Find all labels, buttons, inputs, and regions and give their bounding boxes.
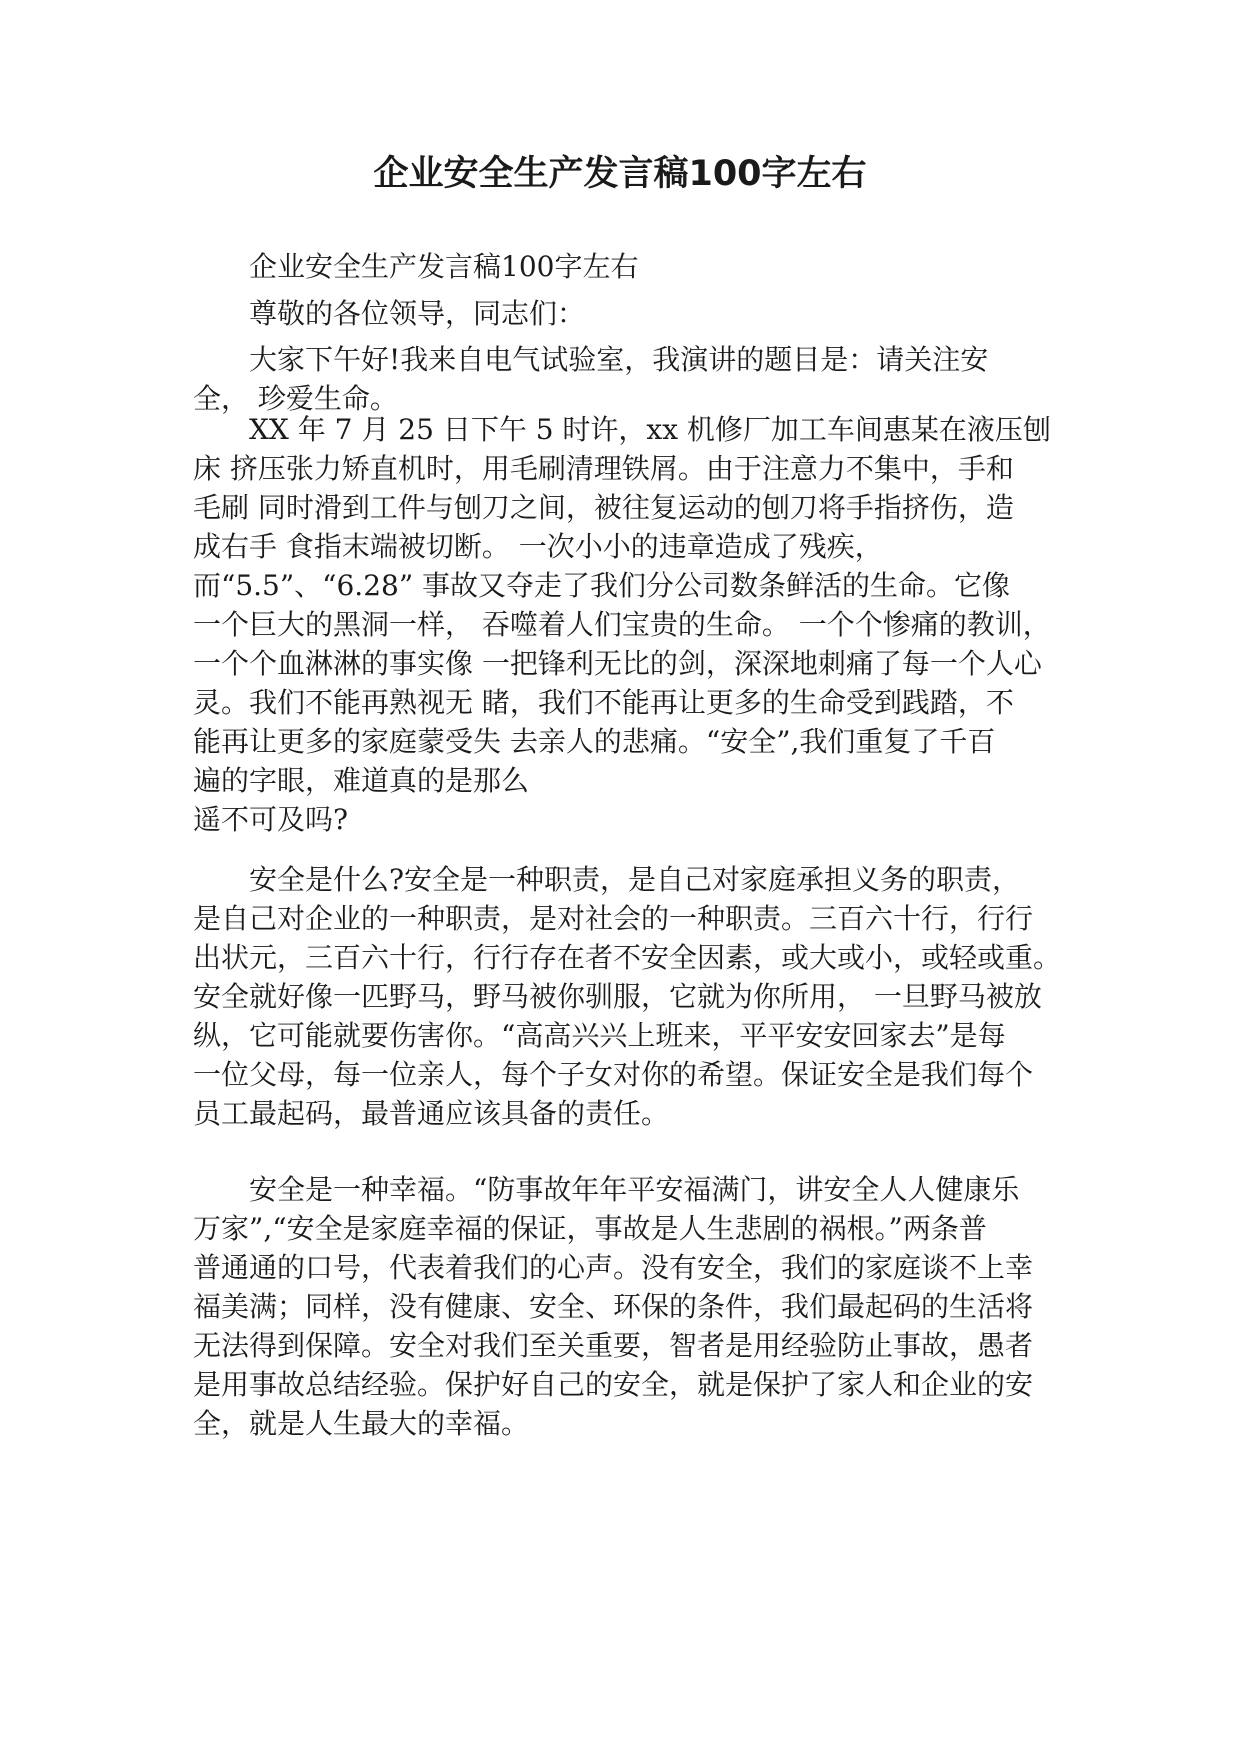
paragraph-line: 一个个血淋淋的事实像 一把锋利无比的剑，深深地刺痛了每一个人心	[193, 647, 1042, 680]
paragraph-line: 成右手 食指末端被切断。 一次小小的违章造成了残疾，	[193, 530, 883, 563]
paragraph-line: 遥不可及吗?	[193, 803, 349, 836]
paragraph-line: 是用事故总结经验。保护好自己的安全，就是保护了家人和企业的安	[193, 1368, 1034, 1401]
paragraph-line: 床 挤压张力矫直机时，用毛刷清理铁屑。由于注意力不集中，手和	[193, 452, 1014, 485]
paragraph-line: 万家”,“安全是家庭幸福的保证，事故是人生悲剧的祸根。”两条普	[193, 1212, 987, 1245]
paragraph-line: 安全是一种幸福。“防事故年年平安福满门，讲安全人人健康乐	[249, 1173, 1020, 1206]
paragraph-line: 大家下午好!我来自电气试验室，我演讲的题目是：请关注安	[249, 343, 989, 376]
paragraph-line: 员工最起码，最普通应该具备的责任。	[193, 1097, 670, 1130]
paragraph-1	[193, 340, 1073, 418]
paragraph-line: 纵，它可能就要伤害你。“高高兴兴上班来，平平安安回家去”是每	[193, 1019, 1006, 1052]
paragraph-line: 灵。我们不能再熟视无 睹，我们不能再让更多的生命受到践踏，不	[193, 686, 1014, 719]
paragraph-line: 安全就好像一匹野马，野马被你驯服，它就为你所用， 一旦野马被放	[193, 980, 1042, 1013]
paragraph-line: 全， 珍爱生命。	[193, 382, 398, 415]
paragraph-3	[193, 860, 1073, 1133]
paragraph-line: 遍的字眼，难道真的是那么	[193, 764, 530, 797]
paragraph-line: 全，就是人生最大的幸福。	[193, 1407, 530, 1440]
paragraph-line: 福美满；同样，没有健康、安全、环保的条件，我们最起码的生活将	[193, 1290, 1034, 1323]
paragraph-line: 一个巨大的黑洞一样， 吞噬着人们宝贵的生命。 一个个惨痛的教训，	[193, 608, 1051, 641]
paragraph-line: 是自己对企业的一种职责，是对社会的一种职责。三百六十行，行行	[193, 902, 1034, 935]
paragraph-line: 而“5.5”、“6.28” 事故又夺走了我们分公司数条鲜活的生命。它像	[193, 569, 1011, 602]
paragraph-line: 出状元，三百六十行，行行存在者不安全因素，或大或小，或轻或重。	[193, 941, 1062, 974]
document-title: 企业安全生产发言稿100字左右	[373, 154, 867, 194]
paragraph-line: 普通通的口号，代表着我们的心声。没有安全，我们的家庭谈不上幸	[193, 1251, 1034, 1284]
paragraph-line: 能再让更多的家庭蒙受失 去亲人的悲痛。“安全”,我们重复了千百	[193, 725, 996, 758]
paragraph-line: 安全是什么?安全是一种职责，是自己对家庭承担义务的职责，	[249, 863, 1021, 896]
paragraph-line: XX 年 7 月 25 日下午 5 时许，xx 机修厂加工车间惠某在液压刨	[249, 413, 1051, 446]
paragraph-4	[193, 1170, 1073, 1443]
salutation-paragraph	[193, 294, 1073, 333]
subtitle-paragraph	[193, 247, 1073, 286]
paragraph-line: 一位父母，每一位亲人，每个子女对你的希望。保证安全是我们每个	[193, 1058, 1034, 1091]
paragraph-2	[193, 410, 1073, 839]
paragraph-line: 无法得到保障。安全对我们至关重要，智者是用经验防止事故，愚者	[193, 1329, 1034, 1362]
salutation-line: 尊敬的各位领导，同志们：	[249, 297, 586, 330]
paragraph-line: 毛刷 同时滑到工件与刨刀之间，被往复运动的刨刀将手指挤伤，造	[193, 491, 1014, 524]
subtitle-line: 企业安全生产发言稿100字左右	[249, 250, 639, 283]
